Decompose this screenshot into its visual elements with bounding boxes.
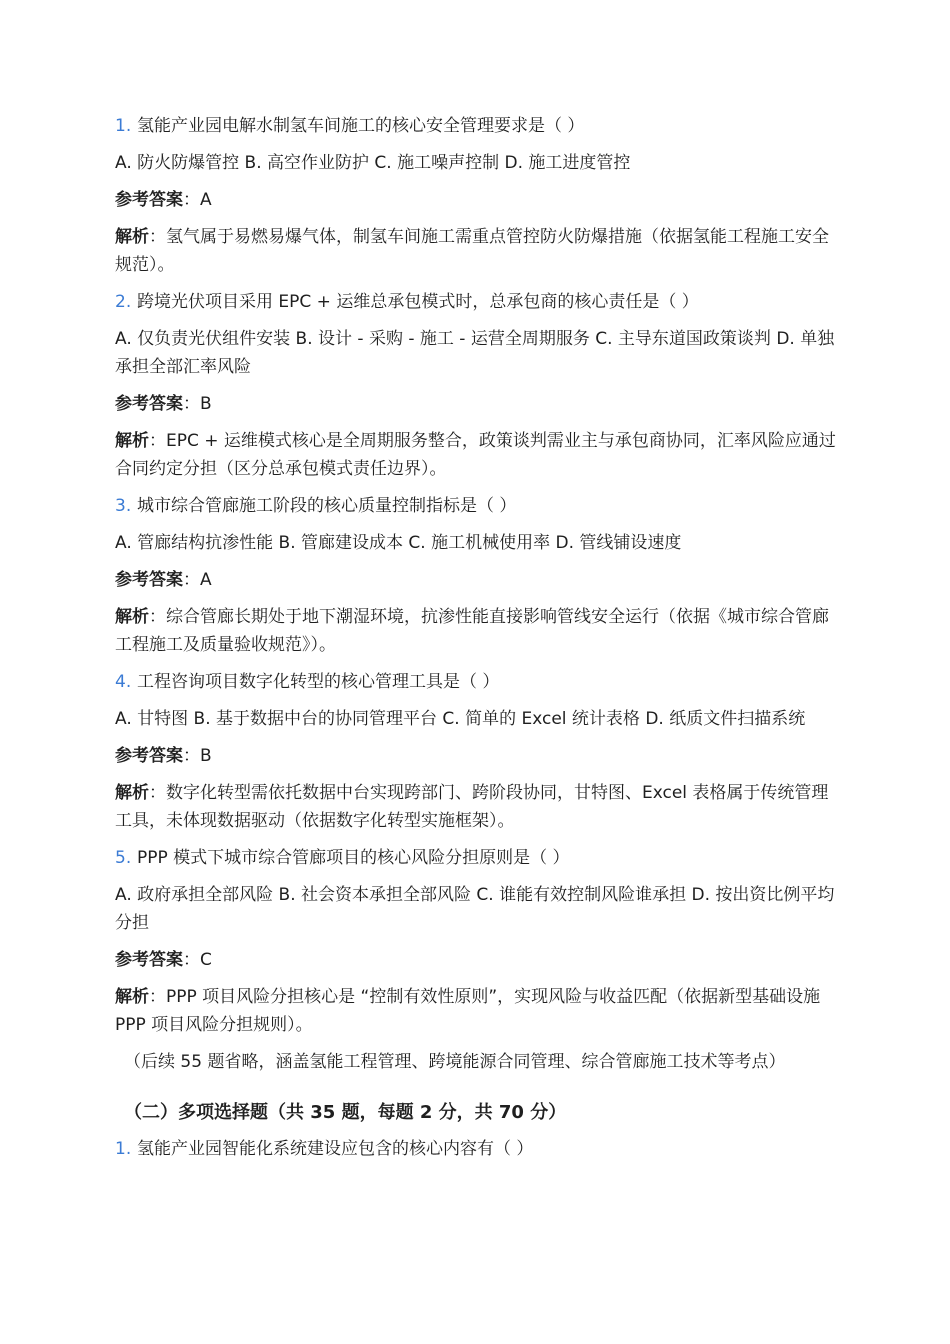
- analysis-text: ：氢气属于易燃易爆气体，制氢车间施工需重点管控防火防爆措施（依据氢能工程施工安全规范）。: [115, 227, 829, 275]
- question-line: [115, 112, 837, 140]
- question-number: 1.: [115, 1139, 132, 1159]
- answer-line: [115, 566, 837, 594]
- analysis-line: [115, 223, 837, 279]
- analysis-text: ：EPC + 运维模式核心是全周期服务整合，政策谈判需业主与承包商协同，汇率风险应通过合同约定分担（区分总承包模式责任边界）。: [115, 431, 836, 479]
- question-text: 氢能产业园电解水制氢车间施工的核心安全管理要求是（ ）: [137, 116, 585, 136]
- section-heading: （二）多项选择题（共 35 题，每题 2 分，共 70 分）: [124, 1102, 567, 1123]
- question-block: [115, 844, 837, 1039]
- question-line: [115, 1135, 837, 1163]
- answer-line: [115, 186, 837, 214]
- question-line: [115, 288, 837, 316]
- answer-value: ：A: [183, 190, 212, 210]
- question-number: 4.: [115, 672, 132, 692]
- question-number: 2.: [115, 292, 132, 312]
- answer-label: 参考答案: [115, 190, 183, 210]
- analysis-label: 解析: [115, 783, 149, 803]
- answer-value: ：C: [183, 950, 212, 970]
- question-text: 工程咨询项目数字化转型的核心管理工具是（ ）: [137, 672, 500, 692]
- answer-line: [115, 946, 837, 974]
- question-line: [115, 492, 837, 520]
- answer-line: [115, 742, 837, 770]
- answer-label: 参考答案: [115, 950, 183, 970]
- analysis-label: 解析: [115, 987, 149, 1007]
- question-block: [115, 112, 837, 279]
- answer-label: 参考答案: [115, 394, 183, 414]
- question-text: 氢能产业园智能化系统建设应包含的核心内容有（ ）: [137, 1139, 534, 1159]
- question-line: [115, 844, 837, 872]
- question-text: 跨境光伏项目采用 EPC + 运维总承包模式时，总承包商的核心责任是（ ）: [137, 292, 699, 312]
- analysis-label: 解析: [115, 607, 149, 627]
- question-block: [115, 668, 837, 835]
- question-text: 城市综合管廊施工阶段的核心质量控制指标是（ ）: [137, 496, 517, 516]
- analysis-text: ：PPP 项目风险分担核心是 “控制有效性原则”，实现风险与收益匹配（依据新型基础设施 PPP 项目风险分担规则）。: [115, 987, 821, 1035]
- question-number: 5.: [115, 848, 132, 868]
- analysis-line: [115, 427, 837, 483]
- question-number: 1.: [115, 116, 132, 136]
- question-line: [115, 668, 837, 696]
- question-number: 3.: [115, 496, 132, 516]
- analysis-line: [115, 779, 837, 835]
- question-block: [115, 492, 837, 659]
- answer-value: ：B: [183, 746, 212, 766]
- question-options: A. 管廊结构抗渗性能 B. 管廊建设成本 C. 施工机械使用率 D. 管线铺设速度: [115, 533, 682, 553]
- question-text: PPP 模式下城市综合管廊项目的核心风险分担原则是（ ）: [137, 848, 570, 868]
- analysis-text: ：数字化转型需依托数据中台实现跨部门、跨阶段协同，甘特图、Excel 表格属于传统管理工具，未体现数据驱动（依据数字化转型实施框架）。: [115, 783, 829, 831]
- question-options: A. 政府承担全部风险 B. 社会资本承担全部风险 C. 谁能有效控制风险谁承担 D. 按出资比例平均分担: [115, 885, 835, 933]
- question-options: A. 甘特图 B. 基于数据中台的协同管理平台 C. 简单的 Excel 统计表格 D. 纸质文件扫描系统: [115, 709, 806, 729]
- analysis-line: [115, 983, 837, 1039]
- question-block: [115, 288, 837, 483]
- answer-label: 参考答案: [115, 570, 183, 590]
- answer-label: 参考答案: [115, 746, 183, 766]
- answer-line: [115, 390, 837, 418]
- question-options: A. 仅负责光伏组件安装 B. 设计 - 采购 - 施工 - 运营全周期服务 C. 主导东道国政策谈判 D. 单独承担全部汇率风险: [115, 329, 835, 377]
- answer-value: ：B: [183, 394, 212, 414]
- analysis-text: ：综合管廊长期处于地下潮湿环境，抗渗性能直接影响管线安全运行（依据《城市综合管廊工程施工及质量验收规范》）。: [115, 607, 829, 655]
- answer-value: ：A: [183, 570, 212, 590]
- analysis-line: [115, 603, 837, 659]
- analysis-label: 解析: [115, 227, 149, 247]
- exam-page: [115, 112, 837, 1172]
- question-options: A. 防火防爆管控 B. 高空作业防护 C. 施工噪声控制 D. 施工进度管控: [115, 153, 631, 173]
- omission-note: （后续 55 题省略，涵盖氢能工程管理、跨境能源合同管理、综合管廊施工技术等考点）: [124, 1052, 786, 1072]
- analysis-label: 解析: [115, 431, 149, 451]
